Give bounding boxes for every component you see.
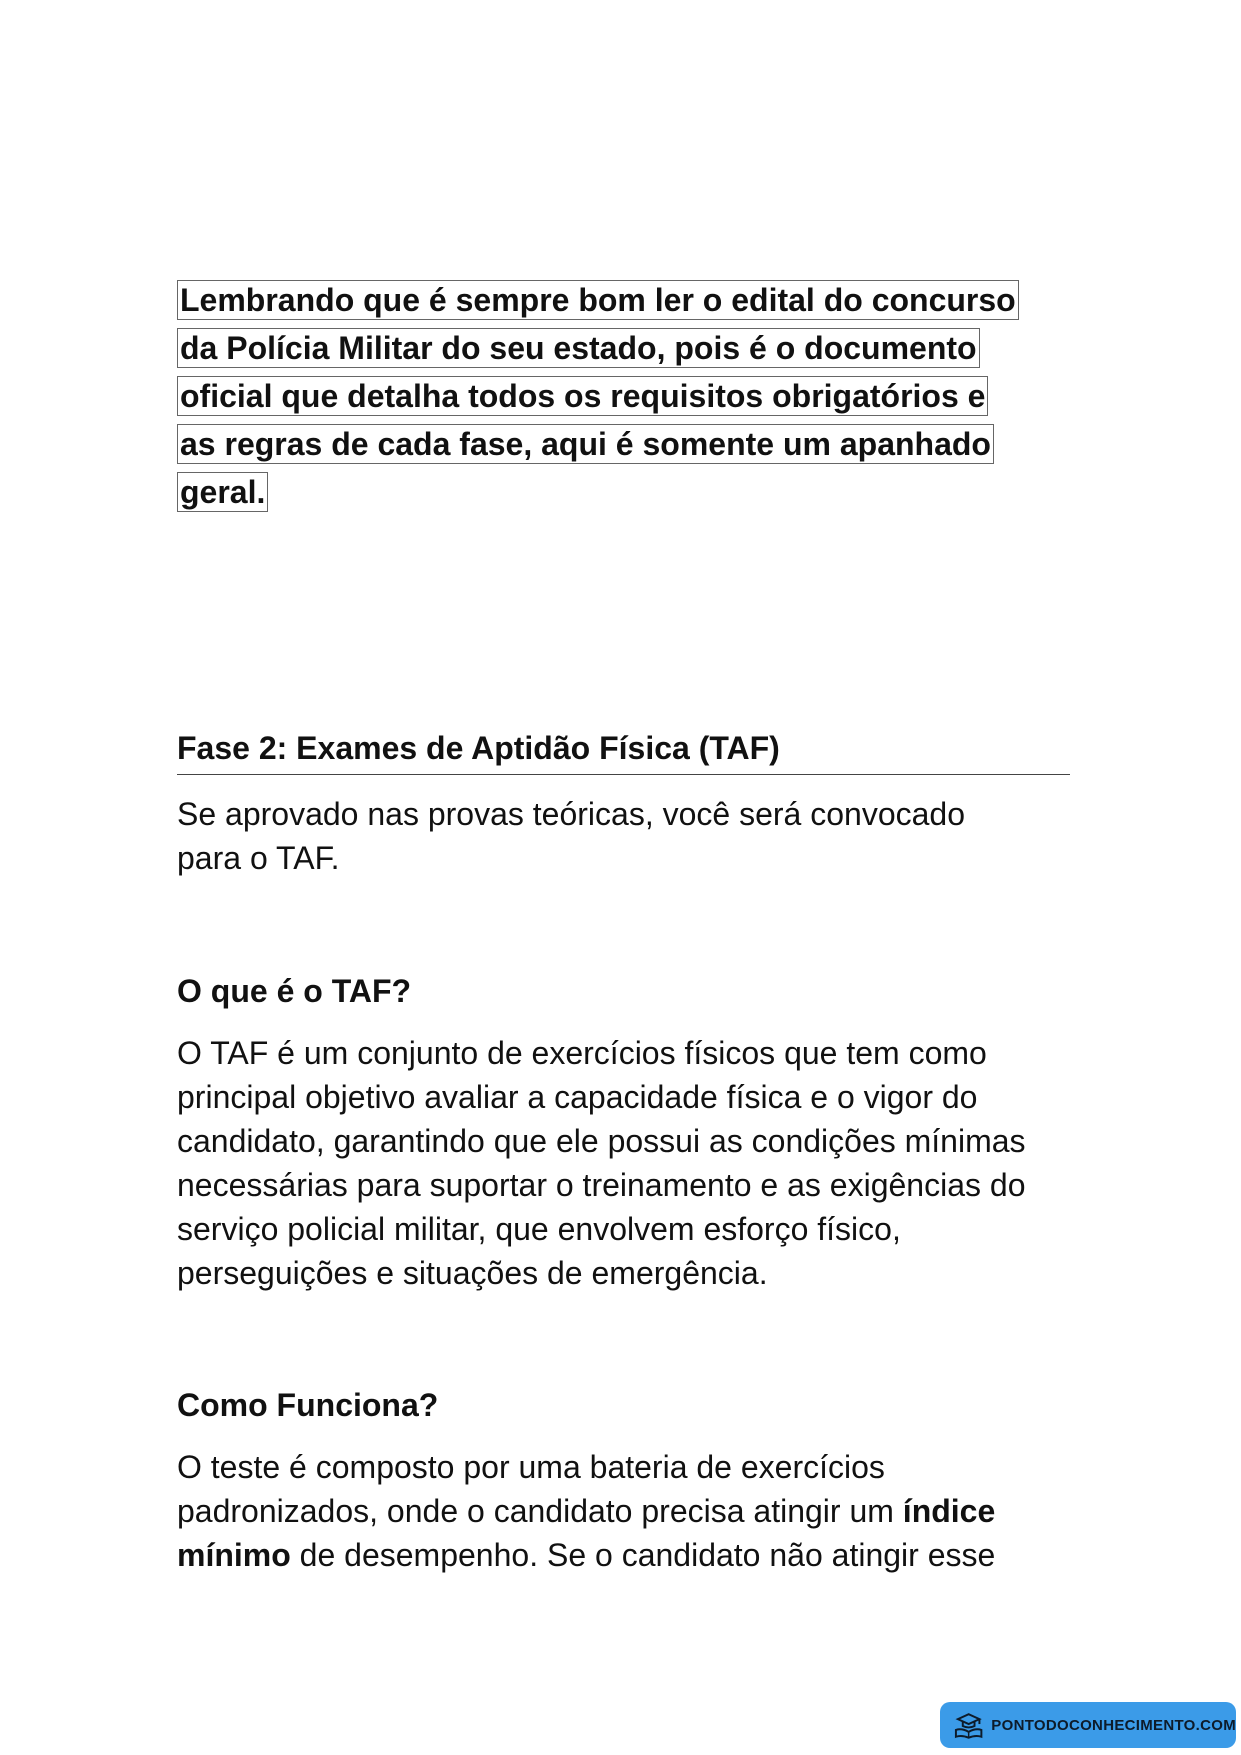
note-line: Lembrando que é sempre bom ler o edital do concurso	[177, 280, 1019, 320]
edital-reminder-note	[177, 280, 1077, 520]
text-line: necessárias para suportar o treinamento e as exigências do	[177, 1167, 1026, 1203]
note-line: oficial que detalha todos os requisitos obrigatórios e	[177, 376, 988, 416]
note-line: da Polícia Militar do seu estado, pois é o documento	[177, 328, 980, 368]
bold-term: índice	[902, 1493, 996, 1529]
how-it-works-heading: Como Funciona?	[177, 1387, 439, 1423]
text-line: principal objetivo avaliar a capacidade física e o vigor do	[177, 1079, 978, 1115]
text-line: O teste é composto por uma bateria de exercícios	[177, 1449, 885, 1485]
section-title: Fase 2: Exames de Aptidão Física (TAF)	[177, 728, 1070, 775]
site-badge-link[interactable]	[940, 1702, 1236, 1748]
badge-label: PONTODOCONHECIMENTO.COM	[991, 1716, 1236, 1734]
how-it-works-paragraph	[177, 1445, 1077, 1577]
text-line: padronizados, onde o candidato precisa atingir um	[177, 1493, 903, 1529]
section-intro-paragraph	[177, 792, 1077, 880]
what-is-taf-paragraph	[177, 1031, 1077, 1295]
graduation-book-icon	[952, 1710, 985, 1740]
text-line: O TAF é um conjunto de exercícios físicos que tem como	[177, 1035, 987, 1071]
note-line: as regras de cada fase, aqui é somente um apanhado	[177, 424, 994, 464]
text-line: serviço policial militar, que envolvem esforço físico,	[177, 1211, 901, 1247]
text-line: candidato, garantindo que ele possui as condições mínimas	[177, 1123, 1026, 1159]
note-line: geral.	[177, 472, 268, 512]
what-is-taf-heading: O que é o TAF?	[177, 973, 412, 1009]
text-line: de desempenho. Se o candidato não atingir esse	[290, 1537, 996, 1573]
bold-term: mínimo	[177, 1537, 291, 1573]
text-line: Se aprovado nas provas teóricas, você será convocado	[177, 796, 966, 832]
text-line: para o TAF.	[177, 840, 340, 876]
text-line: perseguições e situações de emergência.	[177, 1255, 768, 1291]
